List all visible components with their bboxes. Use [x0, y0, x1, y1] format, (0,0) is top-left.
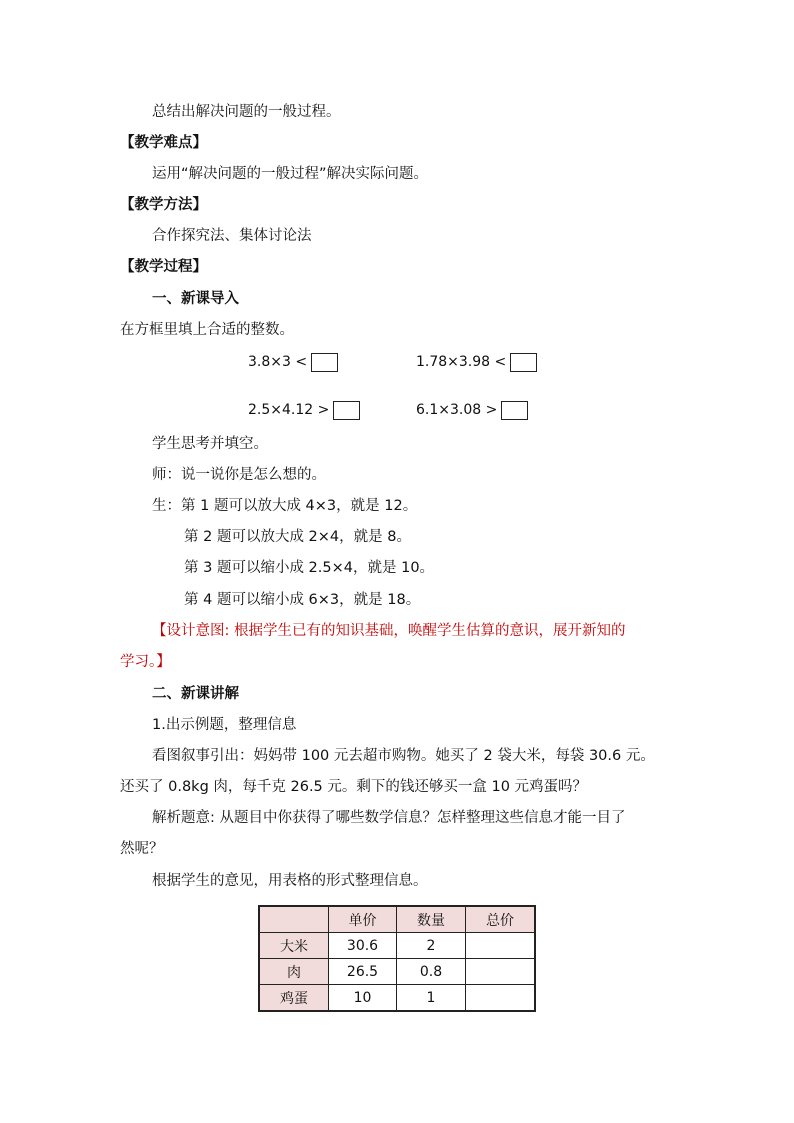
text-line: 解析题意: 从题目中你获得了哪些数学信息？怎样整理这些信息才能一目了 — [152, 810, 626, 826]
table-header-cell — [259, 906, 329, 933]
text-line: 看图叙事引出：妈妈带 100 元去超市购物。她买了 2 袋大米，每袋 30.6 元。 — [152, 748, 655, 764]
text-line: 第 2 题可以放大成 2×4，就是 8。 — [184, 529, 411, 545]
table-header-cell: 数量 — [397, 906, 466, 933]
table-cell — [466, 985, 536, 1012]
table-cell: 0.8 — [397, 959, 466, 985]
design-intent-line: 【设计意图: 根据学生已有的知识基础，唤醒学生估算的意识，展开新知的 — [152, 623, 626, 639]
table-cell: 1 — [397, 985, 466, 1012]
design-intent-line: 学习。】 — [120, 654, 171, 670]
table-cell — [466, 959, 536, 985]
exercise-item — [416, 400, 528, 420]
text-line: 1.出示例题，整理信息 — [152, 717, 297, 733]
text-line: 学生思考并填空。 — [152, 436, 268, 452]
table-row — [259, 985, 535, 1012]
text-line: 生：第 1 题可以放大成 4×3，就是 12。 — [152, 498, 418, 514]
table-cell — [466, 933, 536, 959]
table-row-label: 大米 — [259, 933, 329, 959]
text-line: 师：说一说你是怎么想的。 — [152, 467, 326, 483]
text-line: 然呢？ — [120, 841, 164, 857]
answer-box — [333, 401, 360, 420]
section-title-intro: 一、新课导入 — [152, 291, 239, 307]
text-line: 在方框里填上合适的整数。 — [120, 322, 294, 338]
heading-teaching-process: 【教学过程】 — [120, 259, 207, 275]
table-row-label: 鸡蛋 — [259, 985, 329, 1012]
table-cell: 30.6 — [329, 933, 397, 959]
table-cell: 2 — [397, 933, 466, 959]
section-title-lecture: 二、新课讲解 — [152, 686, 239, 702]
answer-box — [501, 401, 528, 420]
table-header-row — [259, 906, 535, 933]
text-line: 第 4 题可以缩小成 6×3，就是 18。 — [184, 592, 421, 608]
text-line: 第 3 题可以缩小成 2.5×4，就是 10。 — [184, 560, 435, 576]
exercise-item — [416, 352, 537, 372]
table-row — [259, 933, 535, 959]
table-header-cell: 单价 — [329, 906, 397, 933]
text-line: 还买了 0.8kg 肉，每千克 26.5 元。剩下的钱还够买一盒 10 元鸡蛋吗？ — [120, 779, 588, 795]
heading-teaching-method: 【教学方法】 — [120, 197, 207, 213]
table-row — [259, 959, 535, 985]
answer-box — [311, 353, 338, 372]
exercise-item — [248, 352, 338, 372]
text-line: 运用“解决问题的一般过程”解决实际问题。 — [152, 166, 429, 182]
exercise-expression: 3.8×3 < — [248, 354, 308, 370]
table-cell: 10 — [329, 985, 397, 1012]
table-header-cell: 总价 — [466, 906, 536, 933]
exercise-item — [248, 400, 360, 420]
table-cell: 26.5 — [329, 959, 397, 985]
info-table — [258, 905, 536, 1012]
exercise-expression: 6.1×3.08 > — [416, 402, 498, 418]
exercise-expression: 2.5×4.12 > — [248, 402, 330, 418]
exercise-expression: 1.78×3.98 < — [416, 354, 507, 370]
text-line: 根据学生的意见，用表格的形式整理信息。 — [152, 873, 428, 889]
text-line: 总结出解决问题的一般过程。 — [152, 104, 341, 120]
heading-teaching-difficulty: 【教学难点】 — [120, 135, 207, 151]
answer-box — [510, 353, 537, 372]
table-row-label: 肉 — [259, 959, 329, 985]
text-line: 合作探究法、集体讨论法 — [152, 228, 312, 244]
